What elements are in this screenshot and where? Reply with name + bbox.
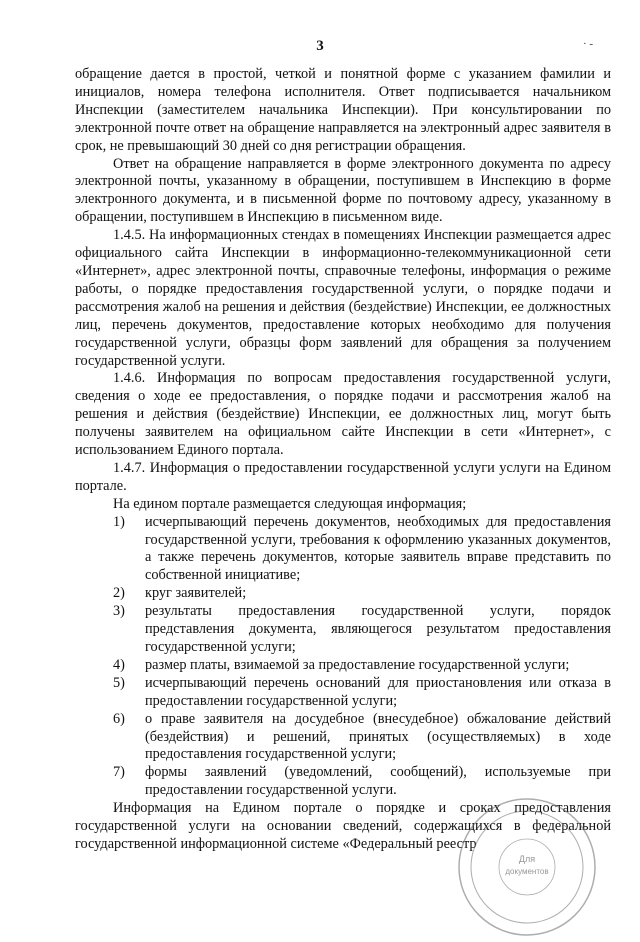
list-item-text: круг заявителей; (145, 585, 247, 602)
paragraph-portal-info: Информация на Едином портале о порядке и сроках предоставления государственной услуги на основании сведений, содержащихся в федеральной государственной информационной системе «Федеральный реестр (75, 800, 611, 852)
list-item-text: о праве заявителя на досудебное (внесудебное) обжалование действий (бездействия) и решений, принятых (осуществляемых) в ходе предоставления государственной услуги; (145, 710, 611, 763)
paragraph-continuation: обращение дается в простой, четкой и понятной форме с указанием фамилии и инициалов, номера телефона исполнителя. Ответ подписывается начальником Инспекции (заместителем начальника Инспекции). При консультировании по электронной почте ответ на обращение направляется на электронный адрес заявителя в срок, не превышающий 30 дней со дня регистрации обращения. (75, 66, 611, 154)
list-item (75, 675, 611, 711)
list-item-number: 2) (113, 585, 125, 602)
list-item-text: размер платы, взимаемой за предоставление государственной услуги; (145, 656, 570, 673)
paragraph-portal-intro: На едином портале размещается следующая информация; (113, 495, 467, 512)
paragraph-1-4-6: 1.4.6. Информация по вопросам предоставления государственной услуги, сведения о ходе ее предоставления, о порядке подачи и рассмотрения жалоб на решения и действия (бездействие) Инспекции, ее должностных лиц, могут быть получены заявителем на официальном сайте Инспекции в сети «Интернет», с использованием Единого портала. (75, 370, 611, 459)
paragraph-1-4-7: 1.4.7. Информация о предоставлении государственной услуги услуги на Едином портале. (75, 459, 611, 494)
corner-mark: · - (583, 38, 594, 50)
document-body (75, 66, 611, 854)
list-item-text: исчерпывающий перечень документов, необходимых для предоставления государственной услуги, требования к оформлению указанных документов, а также перечень документов, которые заявитель вправе представить по собственной инициативе; (145, 513, 611, 584)
list-item-number: 3) (113, 603, 125, 620)
list-item-text: формы заявлений (уведомлений, сообщений), используемые при предоставлении государственной услуги. (145, 764, 611, 799)
paragraph-reply-form: Ответ на обращение направляется в форме электронного документа по адресу электронной почты, указанному в обращении, поступившем в Инспекцию в форме электронного документа, и в письменной форме по почтовому адресу, указанному в обращении, поступившем в Инспекцию в письменном виде. (75, 155, 611, 226)
list-item (75, 657, 611, 675)
list-item-number: 4) (113, 656, 125, 673)
list-item-number: 1) (113, 513, 125, 530)
list-item (75, 711, 611, 765)
list-item-text: результаты предоставления государственной услуги, порядок представления документа, являющегося результатом предоставления государственной услуги; (145, 603, 611, 655)
list-item (75, 585, 611, 603)
stamp-text-top: Для (518, 854, 536, 864)
stamp-text-bottom: документов (505, 867, 549, 876)
paragraph-1-4-5: 1.4.5. На информационных стендах в помещениях Инспекции размещается адрес официального сайта Инспекции в информационно-телекоммуникационной сети «Интернет», адрес электронной почты, справочные телефоны, информация о режиме работы, о порядке предоставления государственной услуги, о порядке подачи и рассмотрения жалоб на решения и действия (бездействие) Инспекции, ее должностных лиц, перечень документов, предоставление которых необходимо для получения государственной услуги, образцы форм заявлений для обращения за получением государственной услуги. (75, 227, 611, 369)
list-item (75, 514, 611, 586)
list-item-number: 5) (113, 674, 125, 691)
page-number: 3 (316, 38, 324, 54)
list-item-number: 7) (113, 764, 125, 781)
list-item-text: исчерпывающий перечень оснований для приостановления или отказа в предоставлении государственной услуги; (145, 674, 611, 709)
list-item (75, 603, 611, 657)
official-stamp (452, 792, 602, 942)
list-item-number: 6) (113, 710, 125, 727)
